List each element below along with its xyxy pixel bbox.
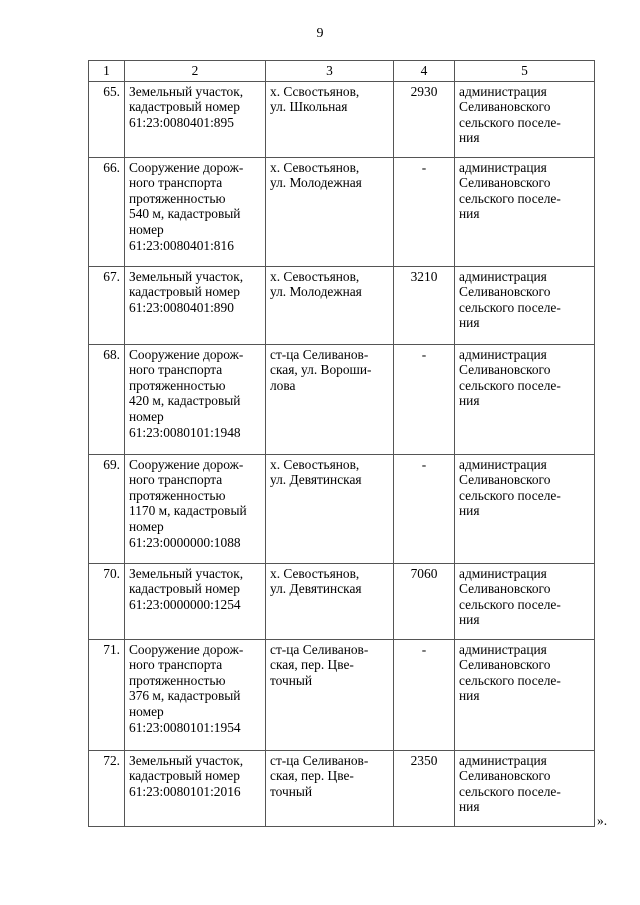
property-area: 2350 [394, 750, 455, 826]
property-area: - [394, 157, 455, 266]
row-number: 68. [89, 344, 125, 454]
property-description: Земельный участок, кадастровый номер 61:23:0080101:2016 [125, 750, 266, 826]
property-address: х. Севостьянов, ул. Молодежная [266, 157, 394, 266]
closing-quote-mark: ». [597, 813, 608, 828]
property-address: ст-ца Селиванов- ская, ул. Вороши- лова [266, 344, 394, 454]
property-description: Земельный участок, кадастровый номер 61:23:0080401:895 [125, 81, 266, 157]
table-row [89, 639, 595, 750]
row-number: 70. [89, 563, 125, 639]
row-number: 66. [89, 157, 125, 266]
property-address: ст-ца Селиванов- ская, пер. Цве- точный [266, 639, 394, 750]
property-area: - [394, 344, 455, 454]
table-row [89, 157, 595, 266]
property-address: ст-ца Селиванов- ская, пер. Цве- точный [266, 750, 394, 826]
property-address: х. Ссвостьянов, ул. Школьная [266, 81, 394, 157]
property-description: Земельный участок, кадастровый номер 61:23:0080401:890 [125, 266, 266, 344]
row-number: 65. [89, 81, 125, 157]
property-owner: администрация Селивановского сельского поселе- ния [455, 81, 595, 157]
property-owner: администрация Селивановского сельского поселе- ния [455, 639, 595, 750]
property-area: 7060 [394, 563, 455, 639]
column-header-5: 5 [455, 61, 595, 82]
property-description: Сооружение дорож- ного транспорта протяженностью 420 м, кадастровый номер 61:23:0080101:1948 [125, 344, 266, 454]
property-owner: администрация Селивановского сельского поселе- ния [455, 563, 595, 639]
property-description: Сооружение дорож- ного транспорта протяженностью 376 м, кадастровый номер 61:23:0080101:1954 [125, 639, 266, 750]
row-number: 67. [89, 266, 125, 344]
column-header-2: 2 [125, 61, 266, 82]
property-table [88, 60, 595, 827]
table-row [89, 454, 595, 563]
column-header-4: 4 [394, 61, 455, 82]
property-area: - [394, 639, 455, 750]
property-area: - [394, 454, 455, 563]
table-row [89, 81, 595, 157]
property-description: Сооружение дорож- ного транспорта протяженностью 540 м, кадастровый номер 61:23:0080401:816 [125, 157, 266, 266]
property-owner: администрация Селивановского сельского поселе- ния [455, 266, 595, 344]
property-description: Сооружение дорож- ного транспорта протяженностью 1170 м, кадастровый номер 61:23:0000000:1088 [125, 454, 266, 563]
row-number: 69. [89, 454, 125, 563]
column-header-3: 3 [266, 61, 394, 82]
property-owner: администрация Селивановского сельского поселе- ния [455, 157, 595, 266]
page-number: 9 [316, 26, 324, 41]
table-row [89, 563, 595, 639]
property-description: Земельный участок, кадастровый номер 61:23:0000000:1254 [125, 563, 266, 639]
property-owner: администрация Селивановского сельского поселе- ния [455, 344, 595, 454]
table-row [89, 266, 595, 344]
row-number: 72. [89, 750, 125, 826]
column-header-1: 1 [89, 61, 125, 82]
property-area: 3210 [394, 266, 455, 344]
table-row [89, 344, 595, 454]
property-address: х. Севостьянов, ул. Молодежная [266, 266, 394, 344]
property-address: х. Севостьянов, ул. Девятинская [266, 563, 394, 639]
row-number: 71. [89, 639, 125, 750]
property-owner: администрация Селивановского сельского поселе- ния [455, 454, 595, 563]
table-header-row [89, 61, 595, 82]
property-address: х. Севостьянов, ул. Девятинская [266, 454, 394, 563]
table-row [89, 750, 595, 826]
property-owner: администрация Селивановского сельского поселе- ния [455, 750, 595, 826]
property-area: 2930 [394, 81, 455, 157]
